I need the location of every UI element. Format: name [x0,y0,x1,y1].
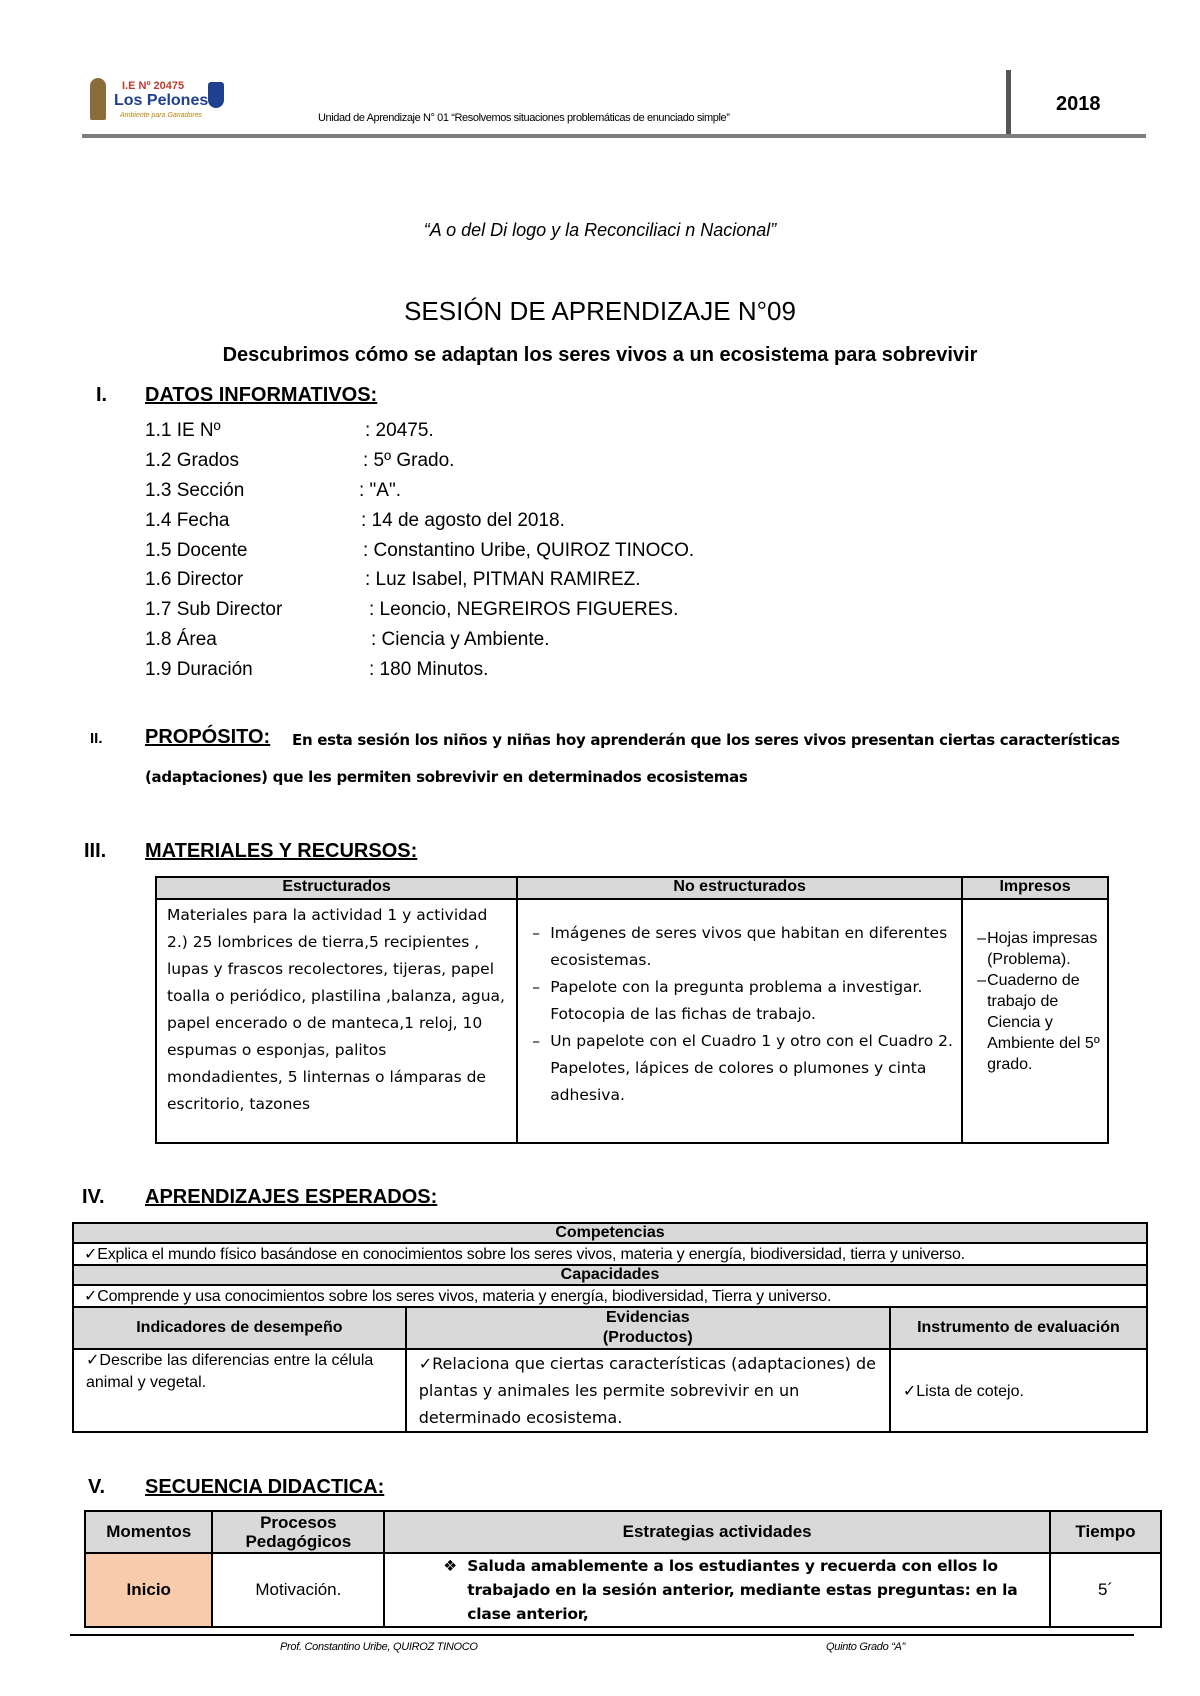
datos-value: : 20475. [365,420,434,441]
section-number-secuencia: V. [88,1476,106,1498]
seq-header-tiempo: Tiempo [1050,1511,1161,1553]
col-evidencias [406,1307,890,1349]
header-divider [1006,70,1011,136]
capacidad-row [73,1285,1147,1307]
section-number-proposito: II. [90,730,103,747]
capacidades-header: Capacidades [73,1265,1147,1285]
datos-value: : "A". [359,480,401,501]
competencias-header: Competencias [73,1223,1147,1243]
datos-value: : Ciencia y Ambiente. [371,629,550,650]
footer-rule [70,1634,1134,1636]
col-evidencias-line-2: (Productos) [602,1329,693,1346]
col-evidencias-line-1: Evidencias [606,1309,690,1326]
logo-name-text: Los Pelones [114,92,209,109]
datos-value: : Leoncio, NEGREIROS FIGUERES. [369,599,679,620]
list-item: – Hojas impresas (Problema). [967,928,1103,970]
section-title-aprendizajes: APRENDIZAJES ESPERADOS: [145,1186,438,1208]
datos-label: 1.9 Duración [145,659,253,680]
section-title-datos: DATOS INFORMATIVOS: [145,384,378,406]
learning-table [72,1222,1148,1433]
list-item: – Papelote con la pregunta problema a investigar. Fotocopia de las fichas de trabajo. [522,974,953,1028]
logo-ie-text: I.E Nº 20475 [122,80,185,92]
evidencia-cell [406,1349,890,1432]
section-number-aprendizajes: IV. [82,1186,105,1208]
datos-row [145,450,455,472]
datos-value: : 180 Minutos. [369,659,489,680]
seq-tiempo: 5´ [1050,1553,1161,1627]
list-item: – Imágenes de seres vivos que habitan en diferentes ecosistemas. [522,920,953,974]
list-item: – Un papelote con el Cuadro 1 y otro con el Cuadro 2. Papelotes, lápices de colores o plumones y cinta adhesiva. [522,1028,953,1109]
materials-impresos-cell [962,899,1108,1143]
capacidad-text: Comprende y usa conocimientos sobre los seres vivos, materia y energía, biodiversidad, Tierra y universo. [97,1288,832,1305]
datos-label: 1.3 Sección [145,480,245,501]
header-rule [82,134,1146,138]
materials-estructurados-cell: Materiales para la actividad 1 y actividad 2.) 25 lombrices de tierra,5 recipientes , lupas y frascos recolectores, tijeras, papel toalla o periódico, plastilina ,balanza, agua, papel encerado o de manteca,1 reloj, 10 espumas o esponjas, palitos mondadientes, 5 linternas o lámparas de escritorio, tazones [156,899,517,1143]
seq-estrategia-item [385,1554,1041,1626]
diamond-bullet-icon: ❖ [443,1557,457,1575]
datos-label: 1.2 Grados [145,450,239,471]
datos-row [145,599,679,621]
session-subtitle: Descubrimos cómo se adaptan los seres vivos a un ecosistema para sobrevivir [222,344,978,366]
col-instrumento: Instrumento de evaluación [890,1307,1147,1349]
seq-proceso: Motivación. [212,1553,384,1627]
footer-teacher: Prof. Constantino Uribe, QUIROZ TINOCO [280,1641,478,1653]
unit-title: Unidad de Aprendizaje N° 01 “Resolvemos situaciones problemáticas de enunciado simple” [318,112,730,124]
materials-header-impresos: Impresos [962,877,1108,899]
logo-shield-icon [208,82,224,108]
datos-value: : 5º Grado. [363,450,455,471]
datos-value: : 14 de agosto del 2018. [361,510,565,531]
check-icon: ✓ [86,1352,100,1369]
datos-row [145,510,565,532]
indicador-text: Describe las diferencias entre la célula animal y vegetal. [86,1352,374,1391]
section-number-materiales: III. [84,840,107,862]
datos-row [145,569,641,591]
logo-figure-icon [90,78,106,120]
datos-label: 1.5 Docente [145,540,248,561]
datos-row [145,480,401,502]
datos-label: 1.7 Sub Director [145,599,283,620]
section-title-secuencia: SECUENCIA DIDACTICA: [145,1476,385,1498]
indicador-cell [73,1349,406,1432]
logo-slogan-text: Ambiente para Ganadores [120,112,203,119]
session-title: SESIÓN DE APRENDIZAJE N°09 [404,296,796,326]
materials-no-estructurados-cell [517,899,962,1143]
sequence-table [84,1510,1162,1628]
datos-label: 1.6 Director [145,569,244,590]
seq-momento-inicio: Inicio [85,1553,212,1627]
check-icon: ✓ [84,1288,98,1305]
list-item: – Cuaderno de trabajo de Ciencia y Ambiente del 5º grado. [967,970,1103,1075]
purpose-line-2: (adaptaciones) que les permiten sobrevivir en determinados ecosistemas [145,768,748,786]
check-icon: ✓ [84,1246,98,1263]
check-icon: ✓ [418,1354,433,1373]
instrumento-text: Lista de cotejo. [916,1382,1024,1400]
section-title-materiales: MATERIALES Y RECURSOS: [145,840,418,862]
seq-header-estrategias: Estrategias actividades [384,1511,1050,1553]
instrumento-cell [890,1349,1147,1432]
section-number-datos: I. [96,384,108,406]
evidencia-text: Relaciona que ciertas características (adaptaciones) de plantas y animales les permite sobrevivir en un determinado ecosistema. [418,1354,877,1427]
table-row [85,1553,1161,1627]
seq-estrategia [384,1553,1050,1627]
datos-row [145,659,489,681]
competencia-row [73,1243,1147,1265]
header-year: 2018 [1056,93,1101,115]
materials-table [155,876,1109,1144]
purpose-line-1: En esta sesión los niños y niñas hoy aprenderán que los seres vivos presentan ciertas características [292,731,1120,749]
materials-header-no-estructurados: No estructurados [517,877,962,899]
footer-grade: Quinto Grado “A” [826,1641,905,1653]
competencia-text: Explica el mundo físico basándose en conocimientos sobre los seres vivos, materia y energía, biodiversidad, tierra y universo. [97,1246,965,1263]
datos-value: : Constantino Uribe, QUIROZ TINOCO. [363,540,695,561]
datos-row [145,540,695,562]
seq-header-momentos: Momentos [85,1511,212,1553]
seq-estrategia-text: Saluda amablemente a los estudiantes y recuerda con ellos lo trabajado en la sesión anterior, mediante estas preguntas: en la clase anterior, [467,1557,1018,1623]
seq-header-procesos: Procesos Pedagógicos [212,1511,384,1553]
datos-label: 1.1 IE Nº [145,420,221,441]
datos-label: 1.8 Área [145,629,217,650]
datos-row [145,629,550,651]
datos-label: 1.4 Fecha [145,510,230,531]
school-logo [84,76,224,126]
year-name: “A o del Di logo y la Reconciliaci n Nacional” [423,220,777,240]
materials-header-estructurados: Estructurados [156,877,517,899]
datos-row [145,420,434,442]
section-title-proposito: PROPÓSITO: [145,726,271,748]
col-indicadores: Indicadores de desempeño [73,1307,406,1349]
datos-value: : Luz Isabel, PITMAN RAMIREZ. [365,569,641,590]
check-icon: ✓ [902,1382,917,1400]
